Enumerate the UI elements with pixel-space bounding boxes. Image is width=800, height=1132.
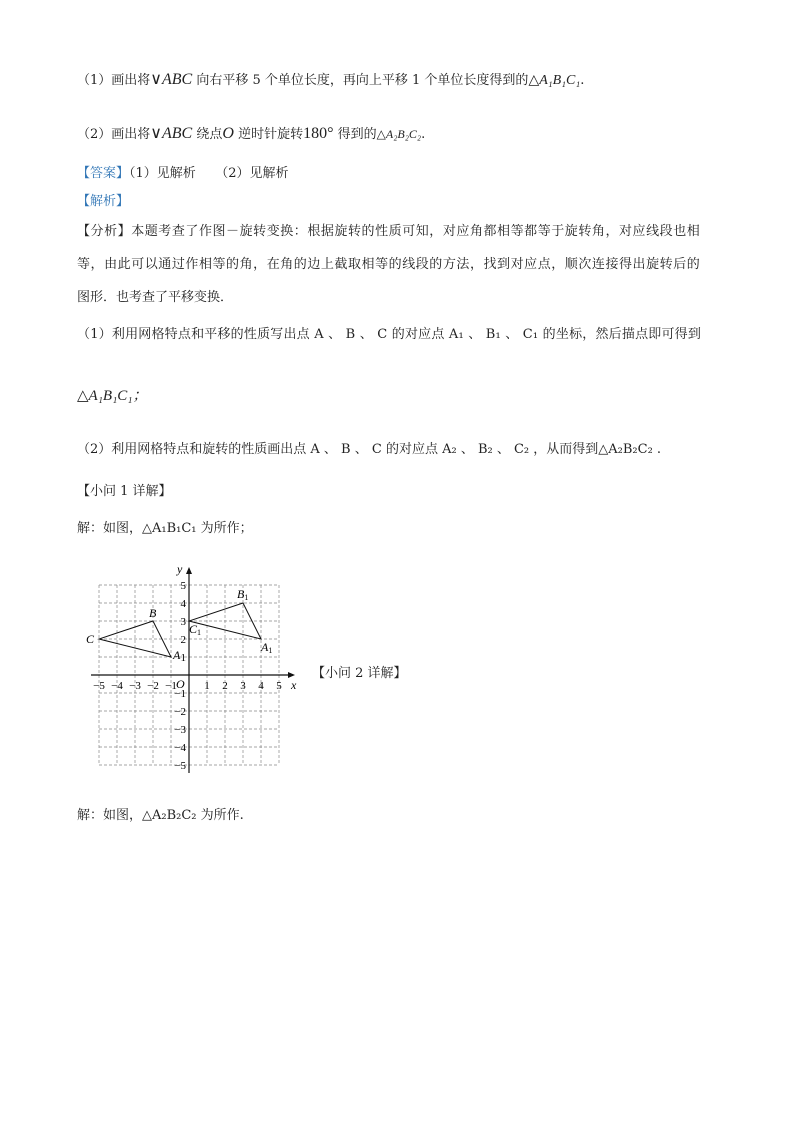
y-tick-label: −2 <box>174 706 186 718</box>
q2-shape: ∨ABC <box>150 125 193 142</box>
answer-text: （1）见解析 （2）见解析 <box>129 166 289 181</box>
y-tick-label: −3 <box>174 724 186 736</box>
y-tick-label: 2 <box>180 634 186 646</box>
sub-2-solution: 解：如图，△A₂B₂C₂ 为所作. <box>77 808 244 823</box>
y-tick-label: 3 <box>180 616 186 628</box>
q1-end: . <box>580 73 585 88</box>
q2-end: . <box>421 127 426 142</box>
q2-text-1: 绕点 <box>196 127 223 142</box>
vertex-subscript: 1 <box>244 593 249 602</box>
y-axis-label: y <box>177 562 183 576</box>
vertex-label-C: C <box>86 632 95 646</box>
y-tick-label: 4 <box>180 598 186 610</box>
question-1 <box>77 70 584 91</box>
vertex-label-B1: B1 <box>237 587 249 602</box>
q1-result: △A₁B₁C₁ <box>528 73 581 88</box>
analysis-line-3: 图形．也考查了平移变换． <box>77 290 234 305</box>
coordinate-graph <box>80 553 310 783</box>
sub-2-title: 【小问 2 详解】 <box>312 666 407 681</box>
vertex-label-A: A <box>173 648 181 662</box>
q2-point: O <box>222 125 234 142</box>
sub-1-solution: 解：如图，△A₁B₁C₁ 为所作； <box>77 521 253 536</box>
y-tick-label: −5 <box>174 760 186 772</box>
x-tick-label: 4 <box>258 680 264 692</box>
x-tick-label: 5 <box>276 680 282 692</box>
y-axis-arrow <box>186 567 192 574</box>
axes <box>91 567 295 773</box>
x-axis-label: x <box>291 678 297 692</box>
q2-text-3: 得到的 <box>337 127 377 142</box>
x-tick-label: −4 <box>111 680 123 692</box>
x-tick-label: −5 <box>93 680 105 692</box>
vertex-label-C1: C1 <box>189 622 202 637</box>
q2-prefix: （2）画出将 <box>77 127 151 142</box>
analysis-line-2: 等，由此可以通过作相等的角，在角的边上截取相等的线段的方法，找到对应点，顺次连接得出旋转后的 <box>77 257 701 272</box>
x-tick-label: 1 <box>204 680 210 692</box>
x-tick-label: 2 <box>222 680 228 692</box>
y-tick-label: 1 <box>180 652 186 664</box>
sub-1-title: 【小问 1 详解】 <box>77 484 172 499</box>
step-1-text: （1）利用网格特点和平移的性质写出点 A 、 B 、 C 的对应点 A₁ 、 B₁ 、 C₁ 的坐标，然后描点即可得到 <box>77 327 702 342</box>
q1-prefix: （1）画出将 <box>77 73 151 88</box>
step-1-result: △A₁B₁C₁； <box>77 388 148 404</box>
q1-text: 向右平移 5 个单位长度，再向上平移 1 个单位长度得到的 <box>196 73 529 88</box>
x-tick-label: −3 <box>129 680 141 692</box>
question-2 <box>77 124 425 145</box>
q2-angle: 180° <box>303 125 334 142</box>
y-tick-label: 5 <box>180 580 186 592</box>
vertex-subscript: 1 <box>197 628 202 637</box>
q2-result: △A₂B₂C₂ <box>376 127 422 141</box>
q1-shape: ∨ABC <box>150 71 193 88</box>
vertex-label-B: B <box>149 606 157 620</box>
step-2-text: （2）利用网格特点和旋转的性质画出点 A 、 B 、 C 的对应点 A₂ 、 B₂ 、 C₂ ，从而得到△A₂B₂C₂ . <box>77 442 662 457</box>
x-tick-label: −1 <box>165 680 177 692</box>
vertex-subscript: 1 <box>268 646 273 655</box>
tick-labels <box>93 562 297 772</box>
y-tick-label: −4 <box>174 742 186 754</box>
vertex-label-A1: A1 <box>261 640 273 655</box>
answer-tag: 【答案】 <box>77 166 130 181</box>
x-tick-label: −2 <box>147 680 159 692</box>
q2-text-2: 逆时针旋转 <box>238 127 304 142</box>
answer-line <box>77 164 289 184</box>
y-tick-label: −1 <box>174 688 186 700</box>
origin-label: O <box>176 677 185 691</box>
analysis-tag: 【解析】 <box>77 194 130 209</box>
triangles <box>86 587 272 662</box>
x-tick-label: 3 <box>240 680 246 692</box>
analysis-line-1: 【分析】本题考查了作图－旋转变换：根据旋转的性质可知，对应角都相等都等于旋转角，对应线段也相 <box>77 224 701 239</box>
